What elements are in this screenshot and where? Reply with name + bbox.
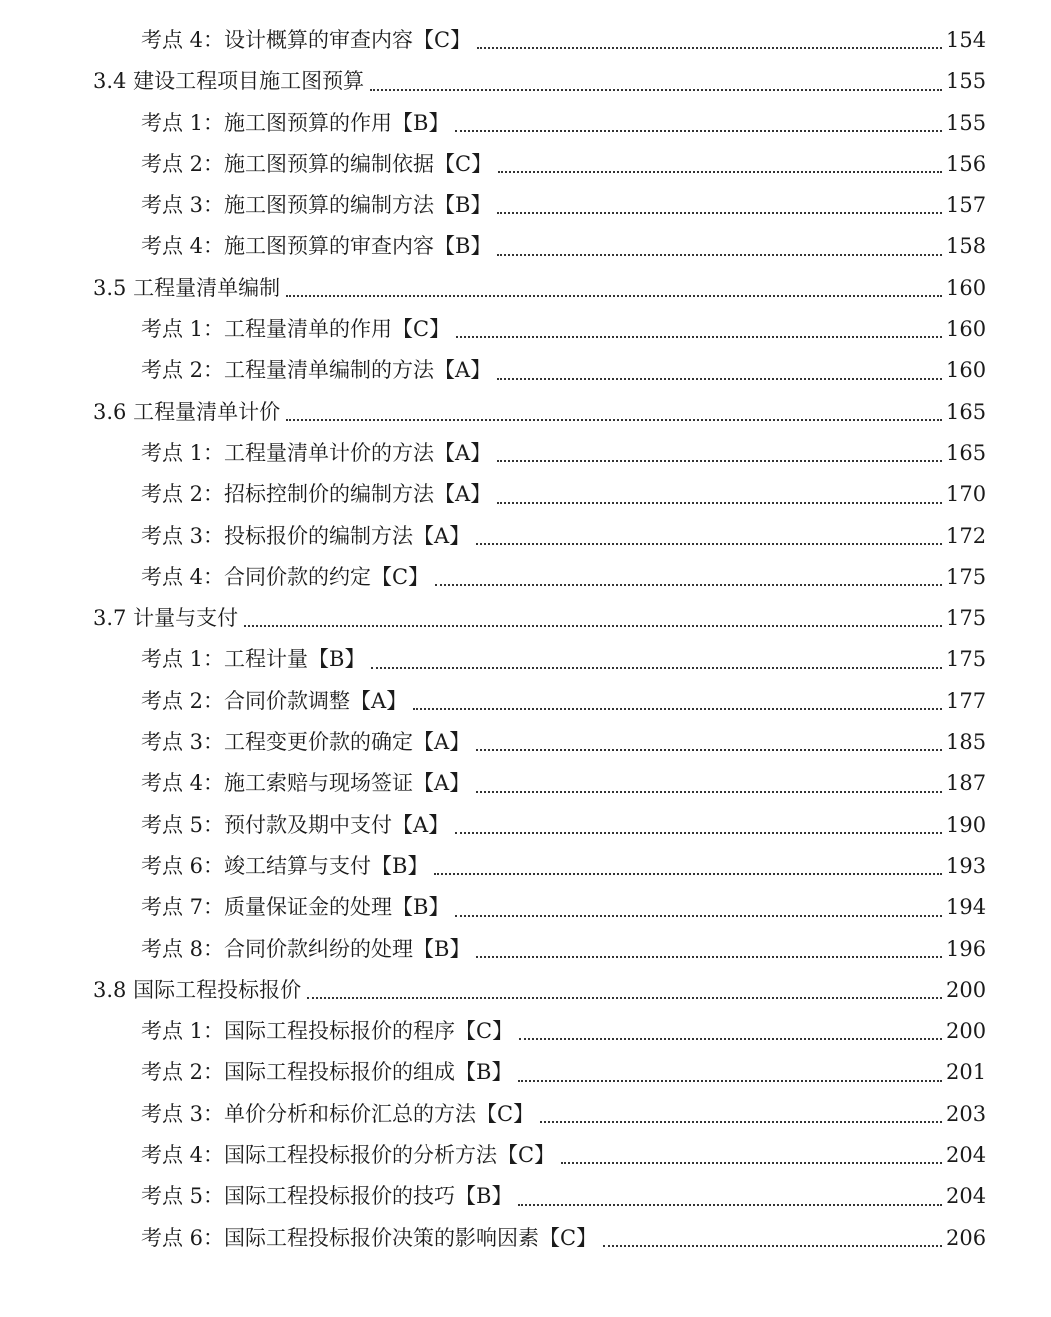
- toc-entry-title: 考点 2：工程量清单编制的方法【A】: [141, 358, 492, 383]
- toc-page-number: 158: [946, 234, 987, 259]
- dot-leader: [476, 956, 942, 958]
- dot-leader: [477, 47, 942, 49]
- toc-section-entry[interactable]: [0, 970, 1051, 1011]
- toc-entry-title: 考点 7：质量保证金的处理【B】: [141, 895, 450, 920]
- toc-page-number: 170: [946, 482, 987, 507]
- dot-leader: [518, 1204, 942, 1206]
- toc-page-number: 155: [946, 110, 987, 135]
- toc-entry-title: 3.6 工程量清单计价: [93, 399, 281, 424]
- toc-page-number: 160: [946, 317, 987, 342]
- toc-subentry[interactable]: [0, 805, 1051, 846]
- dot-leader: [603, 1245, 942, 1247]
- toc-subentry[interactable]: [0, 929, 1051, 970]
- dot-leader: [476, 791, 942, 793]
- toc-section-entry[interactable]: [0, 392, 1051, 433]
- toc-page-number: 157: [946, 193, 987, 218]
- toc-page-number: 206: [946, 1225, 987, 1250]
- toc-page-number: 155: [946, 69, 987, 94]
- table-of-contents: [0, 20, 1051, 1259]
- toc-page-number: 200: [946, 977, 987, 1002]
- dot-leader: [434, 873, 942, 875]
- dot-leader: [455, 832, 942, 834]
- dot-leader: [307, 997, 942, 999]
- dot-leader: [435, 584, 942, 586]
- dot-leader: [540, 1121, 942, 1123]
- toc-entry-title: 考点 1：工程量清单的作用【C】: [141, 317, 451, 342]
- toc-section-entry[interactable]: [0, 61, 1051, 102]
- dot-leader: [497, 378, 942, 380]
- toc-subentry[interactable]: [0, 681, 1051, 722]
- toc-subentry[interactable]: [0, 20, 1051, 61]
- dot-leader: [455, 130, 942, 132]
- toc-entry-title: 考点 4：施工图预算的审查内容【B】: [141, 234, 492, 259]
- toc-entry-title: 3.5 工程量清单编制: [93, 275, 281, 300]
- toc-entry-title: 考点 1：工程计量【B】: [141, 647, 366, 672]
- dot-leader: [456, 336, 942, 338]
- toc-entry-title: 考点 2：招标控制价的编制方法【A】: [141, 482, 492, 507]
- toc-entry-title: 考点 5：预付款及期中支付【A】: [141, 812, 450, 837]
- toc-section-entry[interactable]: [0, 268, 1051, 309]
- dot-leader: [244, 625, 942, 627]
- dot-leader: [371, 667, 942, 669]
- toc-subentry[interactable]: [0, 433, 1051, 474]
- toc-page-number: 154: [946, 28, 987, 52]
- toc-subentry[interactable]: [0, 1052, 1051, 1093]
- toc-page-number: 190: [946, 812, 987, 837]
- toc-subentry[interactable]: [0, 516, 1051, 557]
- toc-subentry[interactable]: [0, 474, 1051, 515]
- toc-section-entry[interactable]: [0, 598, 1051, 639]
- toc-page-number: 204: [946, 1184, 987, 1209]
- toc-entry-title: 3.4 建设工程项目施工图预算: [93, 69, 365, 94]
- toc-page-number: 204: [946, 1143, 987, 1168]
- dot-leader: [286, 295, 942, 297]
- toc-page-number: 187: [946, 771, 987, 796]
- dot-leader: [498, 171, 942, 173]
- toc-page-number: 175: [946, 564, 987, 589]
- toc-page-number: 165: [946, 399, 987, 424]
- toc-page-number: 172: [946, 523, 987, 548]
- toc-subentry[interactable]: [0, 103, 1051, 144]
- dot-leader: [286, 419, 942, 421]
- toc-page-number: 203: [946, 1101, 987, 1126]
- toc-entry-title: 考点 1：工程量清单计价的方法【A】: [141, 440, 492, 465]
- toc-subentry[interactable]: [0, 144, 1051, 185]
- toc-page-number: 175: [946, 606, 987, 631]
- toc-entry-title: 3.8 国际工程投标报价: [93, 977, 302, 1002]
- dot-leader: [413, 708, 942, 710]
- dot-leader: [370, 89, 942, 91]
- toc-subentry[interactable]: [0, 1011, 1051, 1052]
- toc-entry-title: 考点 1：国际工程投标报价的程序【C】: [141, 1019, 514, 1044]
- toc-page-number: 185: [946, 730, 987, 755]
- toc-page-number: 177: [946, 688, 987, 713]
- toc-subentry[interactable]: [0, 1218, 1051, 1259]
- toc-entry-title: 考点 6：国际工程投标报价决策的影响因素【C】: [141, 1225, 598, 1250]
- toc-page-number: 201: [946, 1060, 987, 1085]
- toc-subentry[interactable]: [0, 557, 1051, 598]
- dot-leader: [455, 915, 942, 917]
- toc-entry-title: 考点 2：合同价款调整【A】: [141, 688, 408, 713]
- dot-leader: [497, 254, 942, 256]
- toc-entry-title: 考点 4：施工索赔与现场签证【A】: [141, 771, 471, 796]
- toc-subentry[interactable]: [0, 639, 1051, 680]
- toc-page-number: 160: [946, 275, 987, 300]
- toc-subentry[interactable]: [0, 350, 1051, 391]
- dot-leader: [497, 212, 942, 214]
- toc-page-number: 200: [946, 1019, 987, 1044]
- toc-page-number: 160: [946, 358, 987, 383]
- toc-entry-title: 考点 4：设计概算的审查内容【C】: [141, 28, 472, 52]
- toc-page-number: 165: [946, 440, 987, 465]
- toc-page-number: 175: [946, 647, 987, 672]
- toc-subentry[interactable]: [0, 887, 1051, 928]
- toc-subentry[interactable]: [0, 763, 1051, 804]
- toc-entry-title: 考点 3：单价分析和标价汇总的方法【C】: [141, 1101, 535, 1126]
- toc-entry-title: 考点 8：合同价款纠纷的处理【B】: [141, 936, 471, 961]
- toc-entry-title: 考点 3：施工图预算的编制方法【B】: [141, 193, 492, 218]
- toc-subentry[interactable]: [0, 309, 1051, 350]
- toc-subentry[interactable]: [0, 1135, 1051, 1176]
- toc-entry-title: 考点 5：国际工程投标报价的技巧【B】: [141, 1184, 513, 1209]
- toc-entry-title: 考点 3：工程变更价款的确定【A】: [141, 730, 471, 755]
- toc-entry-title: 考点 2：施工图预算的编制依据【C】: [141, 151, 493, 176]
- dot-leader: [497, 460, 942, 462]
- dot-leader: [561, 1162, 942, 1164]
- toc-entry-title: 考点 4：合同价款的约定【C】: [141, 564, 430, 589]
- dot-leader: [476, 543, 942, 545]
- dot-leader: [476, 749, 942, 751]
- toc-subentry[interactable]: [0, 185, 1051, 226]
- toc-entry-title: 考点 2：国际工程投标报价的组成【B】: [141, 1060, 513, 1085]
- toc-page-number: 193: [946, 853, 987, 878]
- dot-leader: [497, 502, 942, 504]
- toc-entry-title: 考点 3：投标报价的编制方法【A】: [141, 523, 471, 548]
- dot-leader: [519, 1038, 942, 1040]
- toc-page-number: 156: [946, 151, 987, 176]
- toc-entry-title: 考点 6：竣工结算与支付【B】: [141, 853, 429, 878]
- toc-subentry[interactable]: [0, 722, 1051, 763]
- toc-entry-title: 3.7 计量与支付: [93, 606, 239, 631]
- toc-page-number: 194: [946, 895, 987, 920]
- toc-subentry[interactable]: [0, 1094, 1051, 1135]
- toc-subentry[interactable]: [0, 226, 1051, 267]
- dot-leader: [518, 1080, 942, 1082]
- toc-entry-title: 考点 4：国际工程投标报价的分析方法【C】: [141, 1143, 556, 1168]
- toc-subentry[interactable]: [0, 846, 1051, 887]
- toc-entry-title: 考点 1：施工图预算的作用【B】: [141, 110, 450, 135]
- toc-subentry[interactable]: [0, 1176, 1051, 1217]
- toc-page-number: 196: [946, 936, 987, 961]
